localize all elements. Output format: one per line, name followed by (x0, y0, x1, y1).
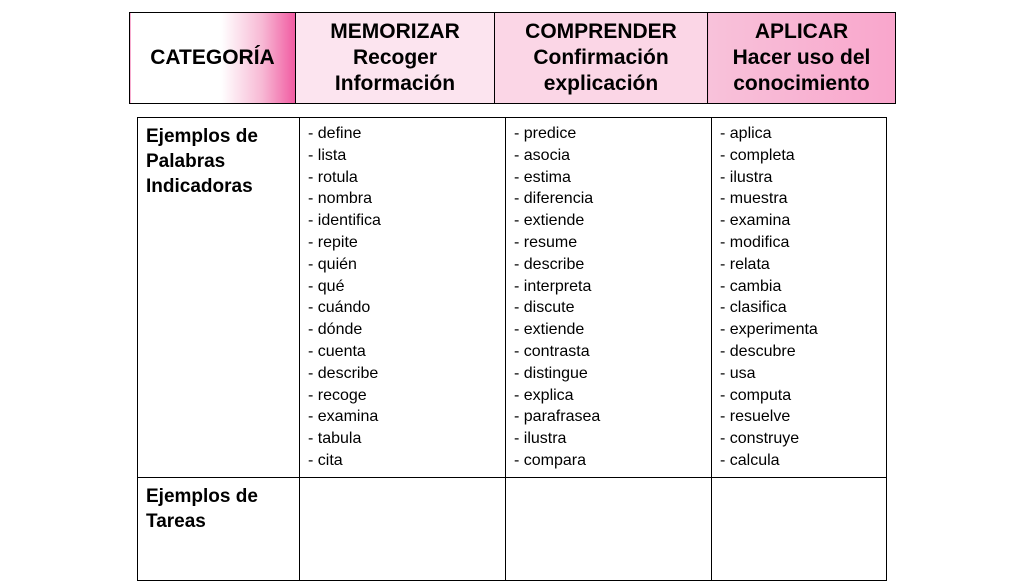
memorizar-word-item: - qué (308, 277, 345, 295)
header-aplicar-line3: conocimiento (733, 72, 870, 95)
aplicar-word-item: - modifica (720, 233, 790, 251)
memorizar-word-item: - cuenta (308, 342, 366, 360)
comprender-word-item: - diferencia (514, 190, 594, 208)
aplicar-word-item: - construye (720, 430, 800, 448)
aplicar-word-item: - experimenta (720, 321, 818, 339)
header-memorizar-line3: Información (334, 72, 456, 95)
memorizar-word-item: - quién (308, 255, 357, 273)
header-categoria-text: CATEGORÍA (150, 46, 275, 69)
header-table (129, 12, 896, 104)
palabras-label-line3: Indicadoras (146, 176, 253, 197)
memorizar-word-item: - lista (308, 146, 347, 164)
comprender-word-list (506, 118, 711, 472)
comprender-word-item: - ilustra (514, 430, 567, 448)
aplicar-word-item: - cambia (720, 277, 782, 295)
memorizar-word-item: - nombra (308, 190, 373, 208)
palabras-label-line2: Palabras (146, 151, 226, 172)
memorizar-word-item: - identifica (308, 212, 381, 230)
memorizar-word-item: - dónde (308, 321, 363, 339)
body-table (137, 117, 887, 581)
aplicar-word-list (712, 118, 886, 472)
aplicar-word-item: - examina (720, 212, 791, 230)
tareas-label-line2: Tareas (146, 511, 206, 532)
aplicar-word-item: - descubre (720, 342, 796, 360)
aplicar-word-item: - usa (720, 364, 756, 382)
tareas-label-line1: Ejemplos de (146, 486, 258, 507)
memorizar-word-item: - examina (308, 408, 379, 426)
comprender-word-item: - estima (514, 168, 571, 186)
aplicar-word-item: - calcula (720, 451, 780, 469)
header-categoria (130, 13, 296, 104)
palabras-label-line1: Ejemplos de (146, 126, 258, 147)
header-comprender-line3: explicación (543, 72, 659, 95)
memorizar-word-item: - describe (308, 364, 379, 382)
comprender-word-item: - describe (514, 255, 585, 273)
aplicar-tasks-cell (712, 478, 887, 581)
aplicar-word-item: - resuelve (720, 408, 791, 426)
comprender-words-cell (506, 118, 712, 478)
header-comprender-title: COMPRENDER (525, 20, 677, 43)
memorizar-word-item: - tabula (308, 430, 362, 448)
header-aplicar (708, 13, 896, 104)
aplicar-word-item: - aplica (720, 125, 772, 142)
comprender-word-item: - distingue (514, 364, 588, 382)
memorizar-word-item: - cuándo (308, 299, 371, 317)
aplicar-word-item: - muestra (720, 190, 788, 208)
header-memorizar-line2: Recoger (352, 46, 438, 69)
comprender-word-item: - parafrasea (514, 408, 601, 426)
header-memorizar (296, 13, 495, 104)
aplicar-word-item: - ilustra (720, 168, 773, 186)
comprender-word-item: - resume (514, 233, 578, 251)
memorizar-tasks-cell (300, 478, 506, 581)
tareas-label-cell (138, 478, 300, 581)
palabras-label-cell (138, 118, 300, 478)
header-comprender-line2: Confirmación (533, 46, 669, 69)
memorizar-word-item: - cita (308, 451, 343, 469)
header-aplicar-title: APLICAR (754, 20, 849, 43)
aplicar-word-item: - clasifica (720, 299, 787, 317)
memorizar-words-cell (300, 118, 506, 478)
memorizar-word-item: - define (308, 125, 362, 142)
comprender-tasks-cell (506, 478, 712, 581)
header-aplicar-line2: Hacer uso del (732, 46, 871, 69)
comprender-word-item: - compara (514, 451, 587, 469)
aplicar-word-item: - completa (720, 146, 795, 164)
comprender-word-item: - extiende (514, 321, 585, 339)
memorizar-word-list (300, 118, 505, 472)
comprender-word-item: - discute (514, 299, 575, 317)
comprender-word-item: - explica (514, 386, 574, 404)
aplicar-word-item: - relata (720, 255, 770, 273)
memorizar-word-item: - repite (308, 233, 358, 251)
aplicar-words-cell (712, 118, 887, 478)
header-comprender (495, 13, 708, 104)
comprender-word-item: - asocia (514, 146, 571, 164)
memorizar-word-item: - recoge (308, 386, 367, 404)
row-palabras-indicadoras (138, 118, 887, 478)
memorizar-word-item: - rotula (308, 168, 358, 186)
header-row (130, 13, 896, 104)
header-memorizar-title: MEMORIZAR (330, 20, 460, 43)
aplicar-word-item: - computa (720, 386, 792, 404)
comprender-word-item: - extiende (514, 212, 585, 230)
comprender-word-item: - contrasta (514, 342, 590, 360)
comprender-word-item: - interpreta (514, 277, 592, 295)
comprender-word-item: - predice (514, 125, 577, 142)
row-ejemplos-tareas (138, 478, 887, 581)
